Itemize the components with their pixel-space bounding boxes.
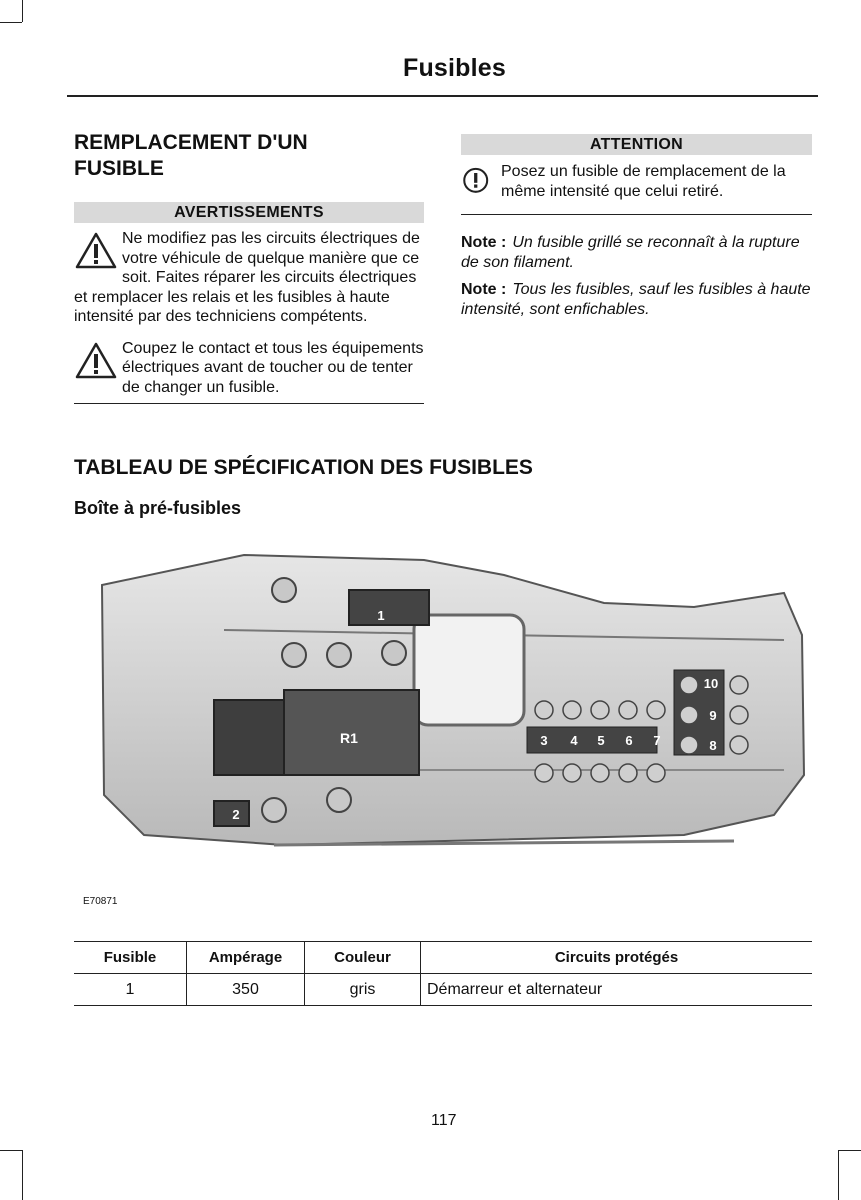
figure-code: E70871 bbox=[83, 896, 118, 907]
label-fuse-10: 10 bbox=[703, 676, 719, 691]
table-header-row bbox=[74, 942, 812, 974]
crop-mark bbox=[0, 1150, 22, 1151]
crop-mark bbox=[22, 1150, 23, 1200]
warning-triangle-icon bbox=[74, 231, 118, 271]
warnings-heading: AVERTISSEMENTS bbox=[74, 202, 424, 223]
spec-section-title: TABLEAU DE SPÉCIFICATION DES FUSIBLES bbox=[74, 456, 533, 479]
crop-mark bbox=[838, 1150, 839, 1200]
warning-item: Ne modifiez pas les circuits électriques de votre véhicule de quelque manière que ce soit. Faites réparer les circuits électriques et remplacer les relais et les fusibles à haute intensité par des techniciens compétents. bbox=[74, 230, 420, 325]
label-fuse-8: 8 bbox=[709, 738, 717, 753]
caution-icon bbox=[461, 164, 497, 200]
left-column bbox=[74, 130, 424, 404]
crop-mark bbox=[0, 22, 22, 23]
table-cell: 350 bbox=[187, 974, 305, 1006]
table-cell: Démarreur et alternateur bbox=[421, 974, 813, 1006]
right-column bbox=[461, 130, 812, 319]
col-header: Circuits protégés bbox=[421, 942, 813, 974]
label-fuse-1: 1 bbox=[377, 608, 385, 623]
warning-item: Coupez le contact et tous les équipements électriques avant de toucher ou de tenter de changer un fusible. bbox=[74, 339, 424, 398]
page-number: 117 bbox=[431, 1112, 457, 1129]
col-header: Couleur bbox=[305, 942, 421, 974]
table-cell: gris bbox=[305, 974, 421, 1006]
page-title: Fusibles bbox=[402, 54, 506, 82]
label-fuse-3: 3 bbox=[540, 733, 548, 748]
crop-mark bbox=[838, 1150, 861, 1151]
attention-item: Posez un fusible de remplacement de la même intensité que celui retiré. bbox=[461, 162, 812, 201]
label-relay-r1: R1 bbox=[340, 730, 358, 746]
label-fuse-2: 2 bbox=[232, 807, 240, 822]
label-fuse-6: 6 bbox=[625, 733, 633, 748]
label-fuse-7: 7 bbox=[653, 733, 661, 748]
note: Note : Tous les fusibles, sauf les fusibles à haute intensité, sont enfichables. bbox=[461, 281, 811, 318]
col-header: Fusible bbox=[74, 942, 187, 974]
title-divider bbox=[67, 95, 818, 97]
fuse-spec-table bbox=[74, 941, 812, 1006]
attention-heading: ATTENTION bbox=[461, 134, 812, 155]
table-row bbox=[74, 974, 812, 1006]
warning-triangle-icon bbox=[74, 341, 118, 381]
spec-section-subtitle: Boîte à pré-fusibles bbox=[74, 498, 242, 518]
fuse-box-diagram bbox=[84, 545, 814, 865]
replace-section-title: REMPLACEMENT D'UN FUSIBLE bbox=[74, 131, 308, 180]
table-cell: 1 bbox=[74, 974, 187, 1006]
attention-divider bbox=[461, 214, 812, 215]
label-fuse-4: 4 bbox=[570, 733, 578, 748]
label-fuse-5: 5 bbox=[597, 733, 605, 748]
label-fuse-9: 9 bbox=[709, 708, 717, 723]
col-header: Ampérage bbox=[187, 942, 305, 974]
crop-mark bbox=[22, 0, 23, 22]
note: Note : Un fusible grillé se reconnaît à la rupture de son filament. bbox=[461, 234, 800, 271]
warnings-divider bbox=[74, 403, 424, 404]
